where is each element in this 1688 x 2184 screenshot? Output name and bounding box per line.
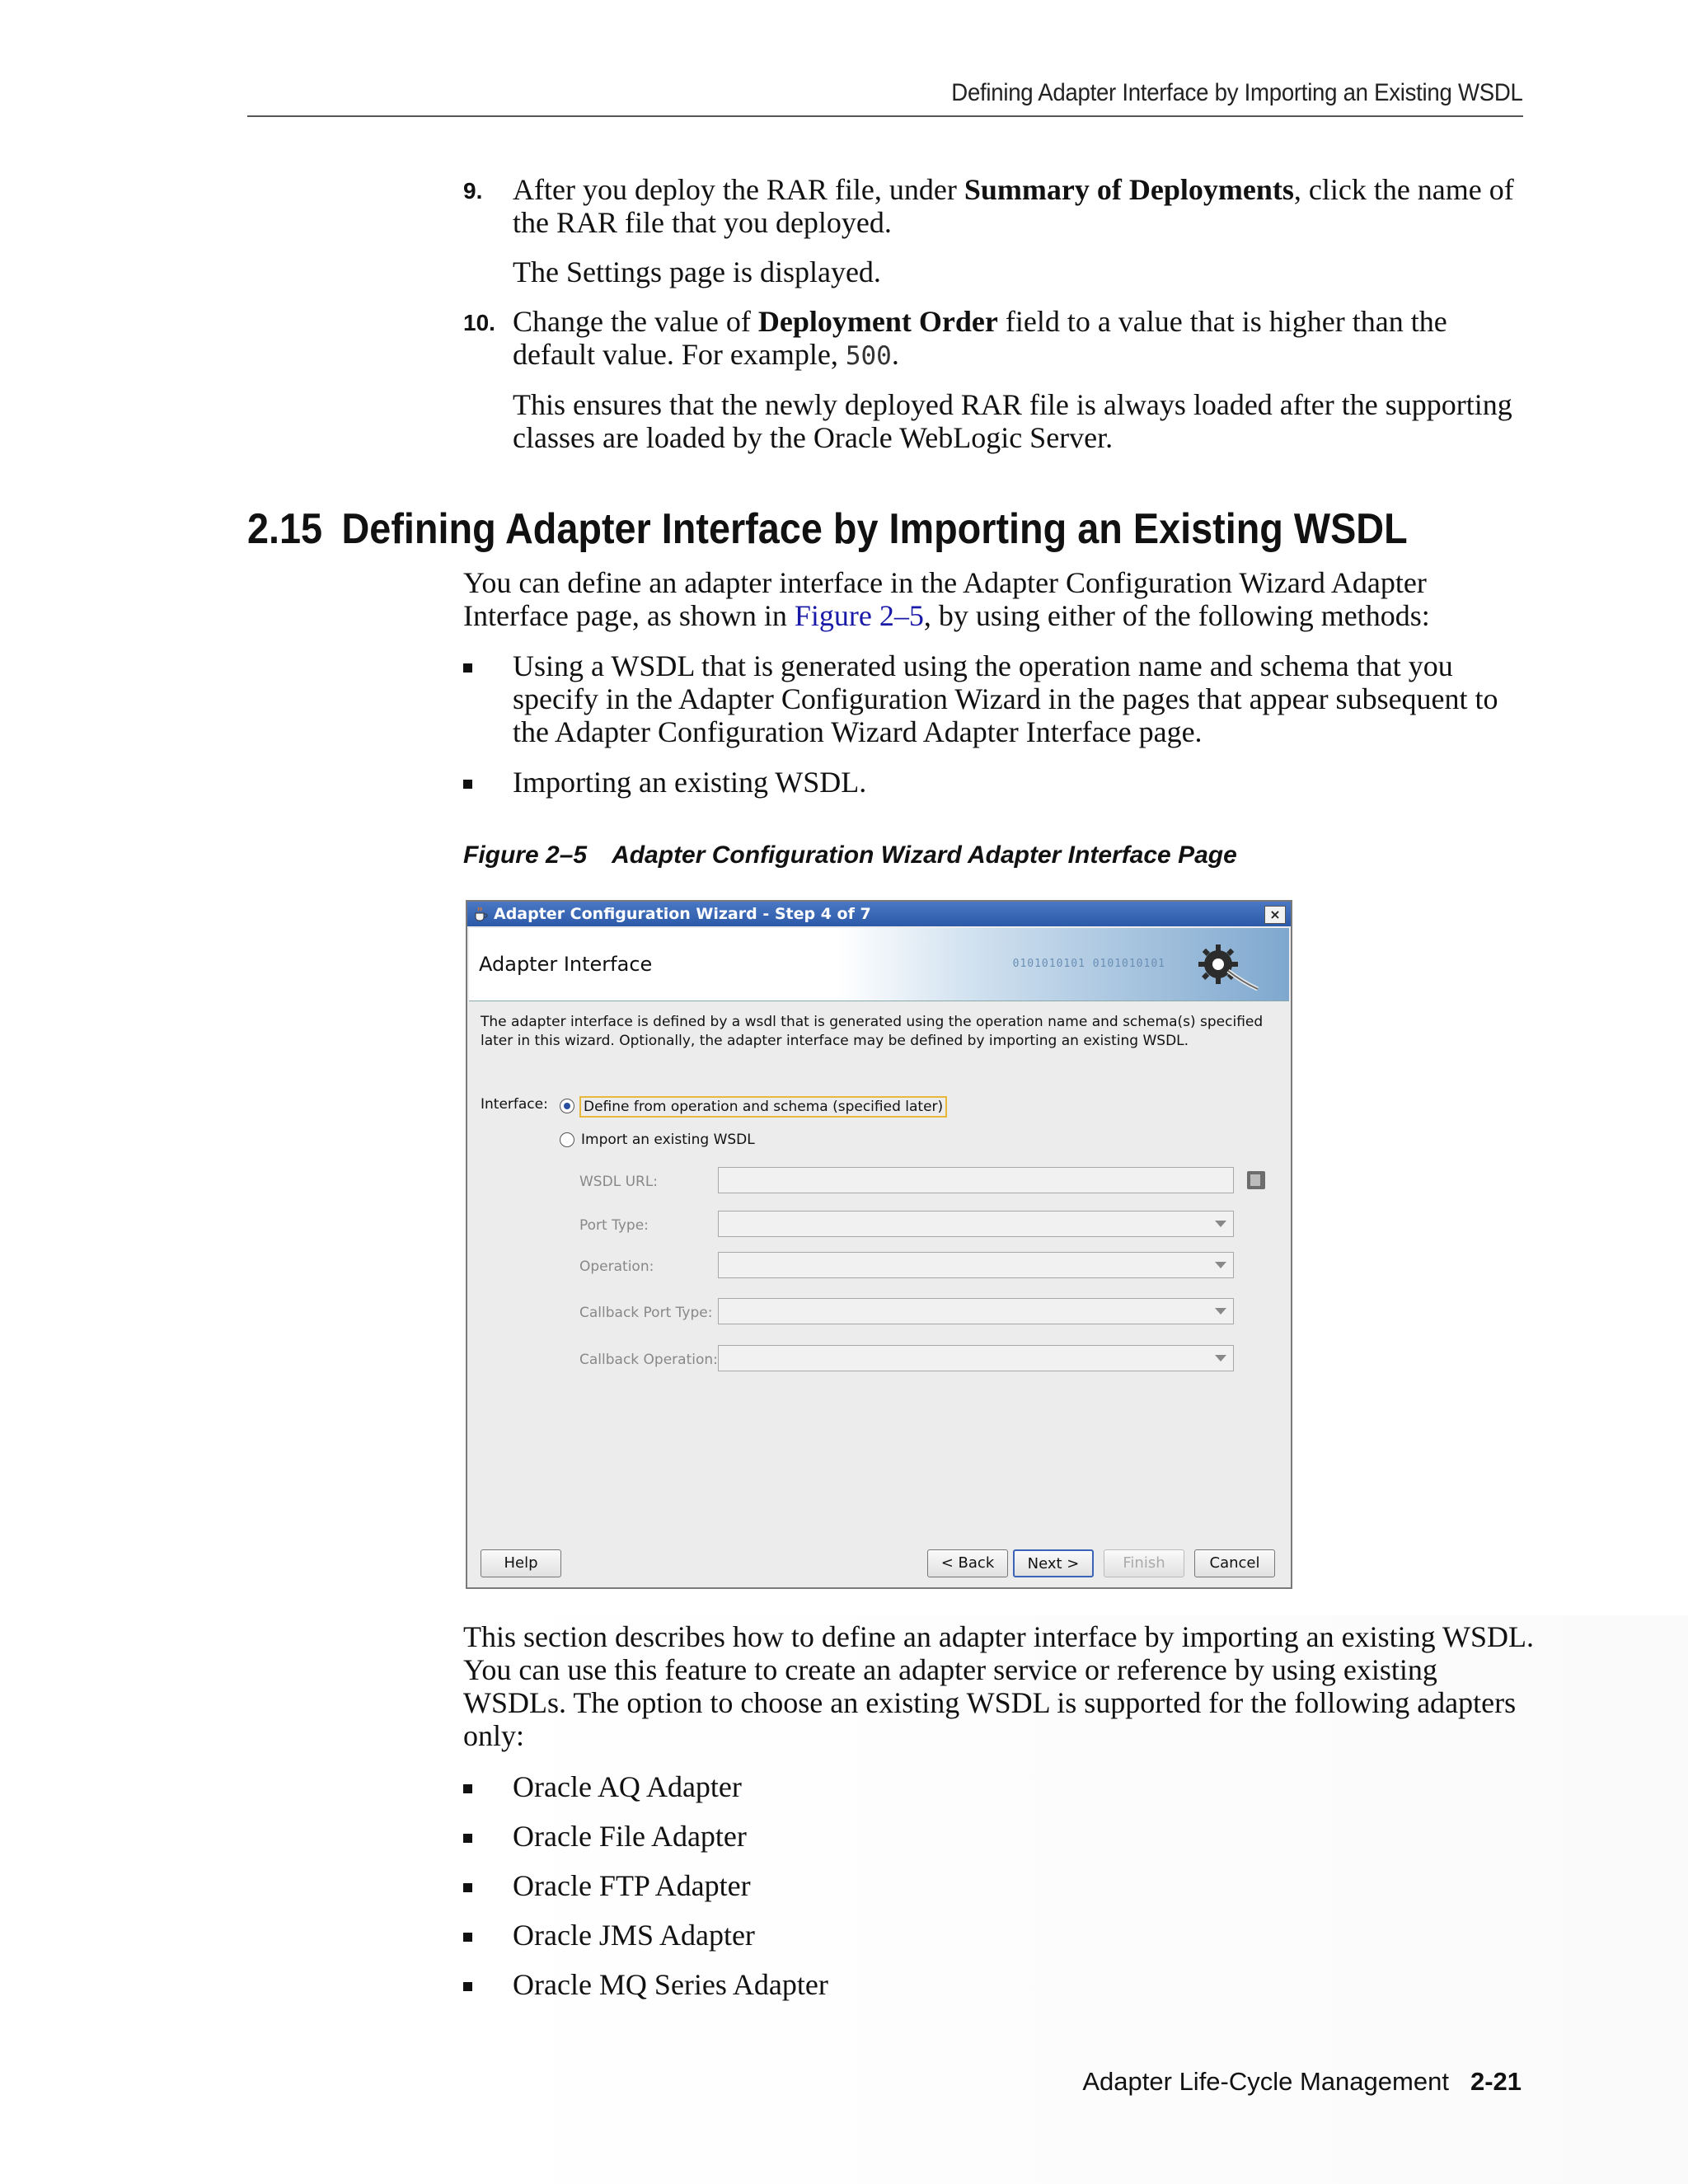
page-footer [1082, 2067, 1522, 2097]
step-text [513, 305, 1526, 373]
figure-number: Figure 2–5 [463, 841, 588, 869]
step-result-text: The Settings page is displayed. [513, 255, 881, 288]
step-10 [463, 305, 1526, 371]
step-9-result [463, 255, 1526, 288]
back-button[interactable]: < Back [927, 1549, 1008, 1577]
define-radio-label[interactable]: Define from operation and schema (specified later) [579, 1096, 947, 1118]
step-number: 9. [463, 178, 483, 204]
bullet-icon [463, 1784, 472, 1793]
adapters-intro-paragraph: This section describes how to define an adapter interface by importing an existing WSDL. You can use this feature to create an adapter service or reference by using existing WSDLs. The option to choose an existing WSDL is supported for the following adapters only: [463, 1620, 1534, 1752]
list-item [463, 1919, 1535, 1952]
wsdl-url-label: WSDL URL: [579, 1174, 659, 1190]
step-text-part: , click the name of the RAR file that you deployed. [513, 173, 1514, 239]
browse-icon[interactable] [1247, 1171, 1265, 1189]
footer-chapter: Adapter Life-Cycle Management [1082, 2067, 1449, 2096]
list-item [463, 1770, 1535, 1803]
banner-binary-decoration: 0101010101 0101010101 [1012, 958, 1165, 970]
step-text-part: . [891, 338, 899, 371]
bullet-icon [463, 1883, 472, 1892]
close-icon[interactable]: × [1264, 906, 1286, 924]
step-result-text: This ensures that the newly deployed RAR file is always loaded after the supporting classes are loaded by the Oracle WebLogic Server. [513, 388, 1512, 454]
import-radio[interactable] [560, 1132, 574, 1147]
step-bold-term: Summary of Deployments [964, 173, 1294, 206]
wsdl-url-input[interactable] [718, 1167, 1234, 1193]
dialog-banner [469, 928, 1289, 1001]
bullet-icon [463, 1834, 472, 1843]
figure-link[interactable]: Figure 2–5 [794, 599, 924, 632]
list-item-text: Importing an existing WSDL. [513, 766, 867, 799]
bullet-icon [463, 1933, 472, 1942]
dialog-title-bar [467, 902, 1291, 926]
port-type-label: Port Type: [579, 1217, 649, 1234]
step-number: 10. [463, 310, 495, 335]
step-text-part: After you deploy the RAR file, under [513, 173, 964, 206]
chevron-down-icon [1215, 1221, 1226, 1227]
figure-caption [463, 841, 1237, 869]
define-radio[interactable] [560, 1099, 574, 1113]
code-value: 500 [845, 341, 892, 371]
operation-label: Operation: [579, 1258, 654, 1275]
step-10-result [463, 388, 1526, 454]
gear-plug-icon [1190, 938, 1264, 996]
list-item-text: Oracle MQ Series Adapter [513, 1968, 828, 2001]
chevron-down-icon [1215, 1308, 1226, 1315]
callback-port-type-label: Callback Port Type: [579, 1305, 713, 1321]
bullet-icon [463, 663, 472, 673]
java-cup-icon [472, 906, 489, 922]
list-item-text: Oracle FTP Adapter [513, 1869, 751, 1902]
intro-text: , by using either of the following methods: [923, 599, 1430, 632]
dialog-title: Adapter Configuration Wizard - Step 4 of 7 [494, 905, 871, 923]
section-heading [247, 504, 1408, 554]
section-number: 2.15 [247, 505, 323, 553]
running-header [247, 74, 1523, 117]
list-item [463, 1968, 1535, 2001]
wizard-dialog [466, 900, 1292, 1589]
callback-operation-label: Callback Operation: [579, 1352, 718, 1368]
step-text-part: field to a value that is higher than the default value. For example, [513, 305, 1447, 371]
finish-button[interactable]: Finish [1104, 1549, 1184, 1577]
chevron-down-icon [1215, 1262, 1226, 1268]
list-item-text: Using a WSDL that is generated using the operation name and schema that you specify in the Adapter Configuration Wizard in the pages that appear subsequent to the Adapter Configuration Wizard Adapter Interface page. [513, 649, 1498, 748]
step-9 [463, 173, 1526, 239]
interface-label: Interface: [481, 1096, 548, 1113]
list-item-text: Oracle File Adapter [513, 1820, 747, 1853]
list-item-text: Oracle AQ Adapter [513, 1770, 742, 1803]
list-item [463, 1869, 1535, 1902]
section-title: Defining Adapter Interface by Importing an Existing WSDL [341, 505, 1408, 553]
import-radio-label[interactable]: Import an existing WSDL [581, 1132, 755, 1148]
step-text [513, 173, 1526, 239]
list-item [463, 649, 1535, 748]
help-button[interactable]: Help [481, 1549, 561, 1577]
list-item [463, 766, 1535, 799]
callback-port-type-select[interactable] [718, 1298, 1234, 1324]
bullet-icon [463, 1982, 472, 1991]
next-button[interactable]: Next > [1013, 1549, 1094, 1577]
page-number: 2-21 [1470, 2067, 1522, 2096]
banner-title: Adapter Interface [479, 953, 653, 976]
dialog-description: The adapter interface is defined by a wsdl that is generated using the operation name and schema(s) specified later in this wizard. Optionally, the adapter interface may be defined by importing an existing WSDL. [481, 1014, 1264, 1049]
port-type-select[interactable] [718, 1211, 1234, 1237]
figure-title: Adapter Configuration Wizard Adapter Interface Page [612, 841, 1237, 869]
callback-operation-select[interactable] [718, 1345, 1234, 1371]
chevron-down-icon [1215, 1355, 1226, 1361]
cancel-button[interactable]: Cancel [1194, 1549, 1275, 1577]
list-item-text: Oracle JMS Adapter [513, 1919, 755, 1952]
list-item [463, 1820, 1535, 1853]
intro-text: You can define an adapter interface in the Adapter Configuration Wizard Adapter Interface page, as shown in [463, 566, 1427, 632]
bullet-icon [463, 780, 472, 789]
intro-paragraph [463, 566, 1535, 632]
operation-select[interactable] [718, 1252, 1234, 1278]
step-bold-term: Deployment Order [757, 305, 998, 338]
running-header-text: Defining Adapter Interface by Importing an Existing WSDL [951, 79, 1523, 106]
step-text-part: Change the value of [513, 305, 758, 338]
